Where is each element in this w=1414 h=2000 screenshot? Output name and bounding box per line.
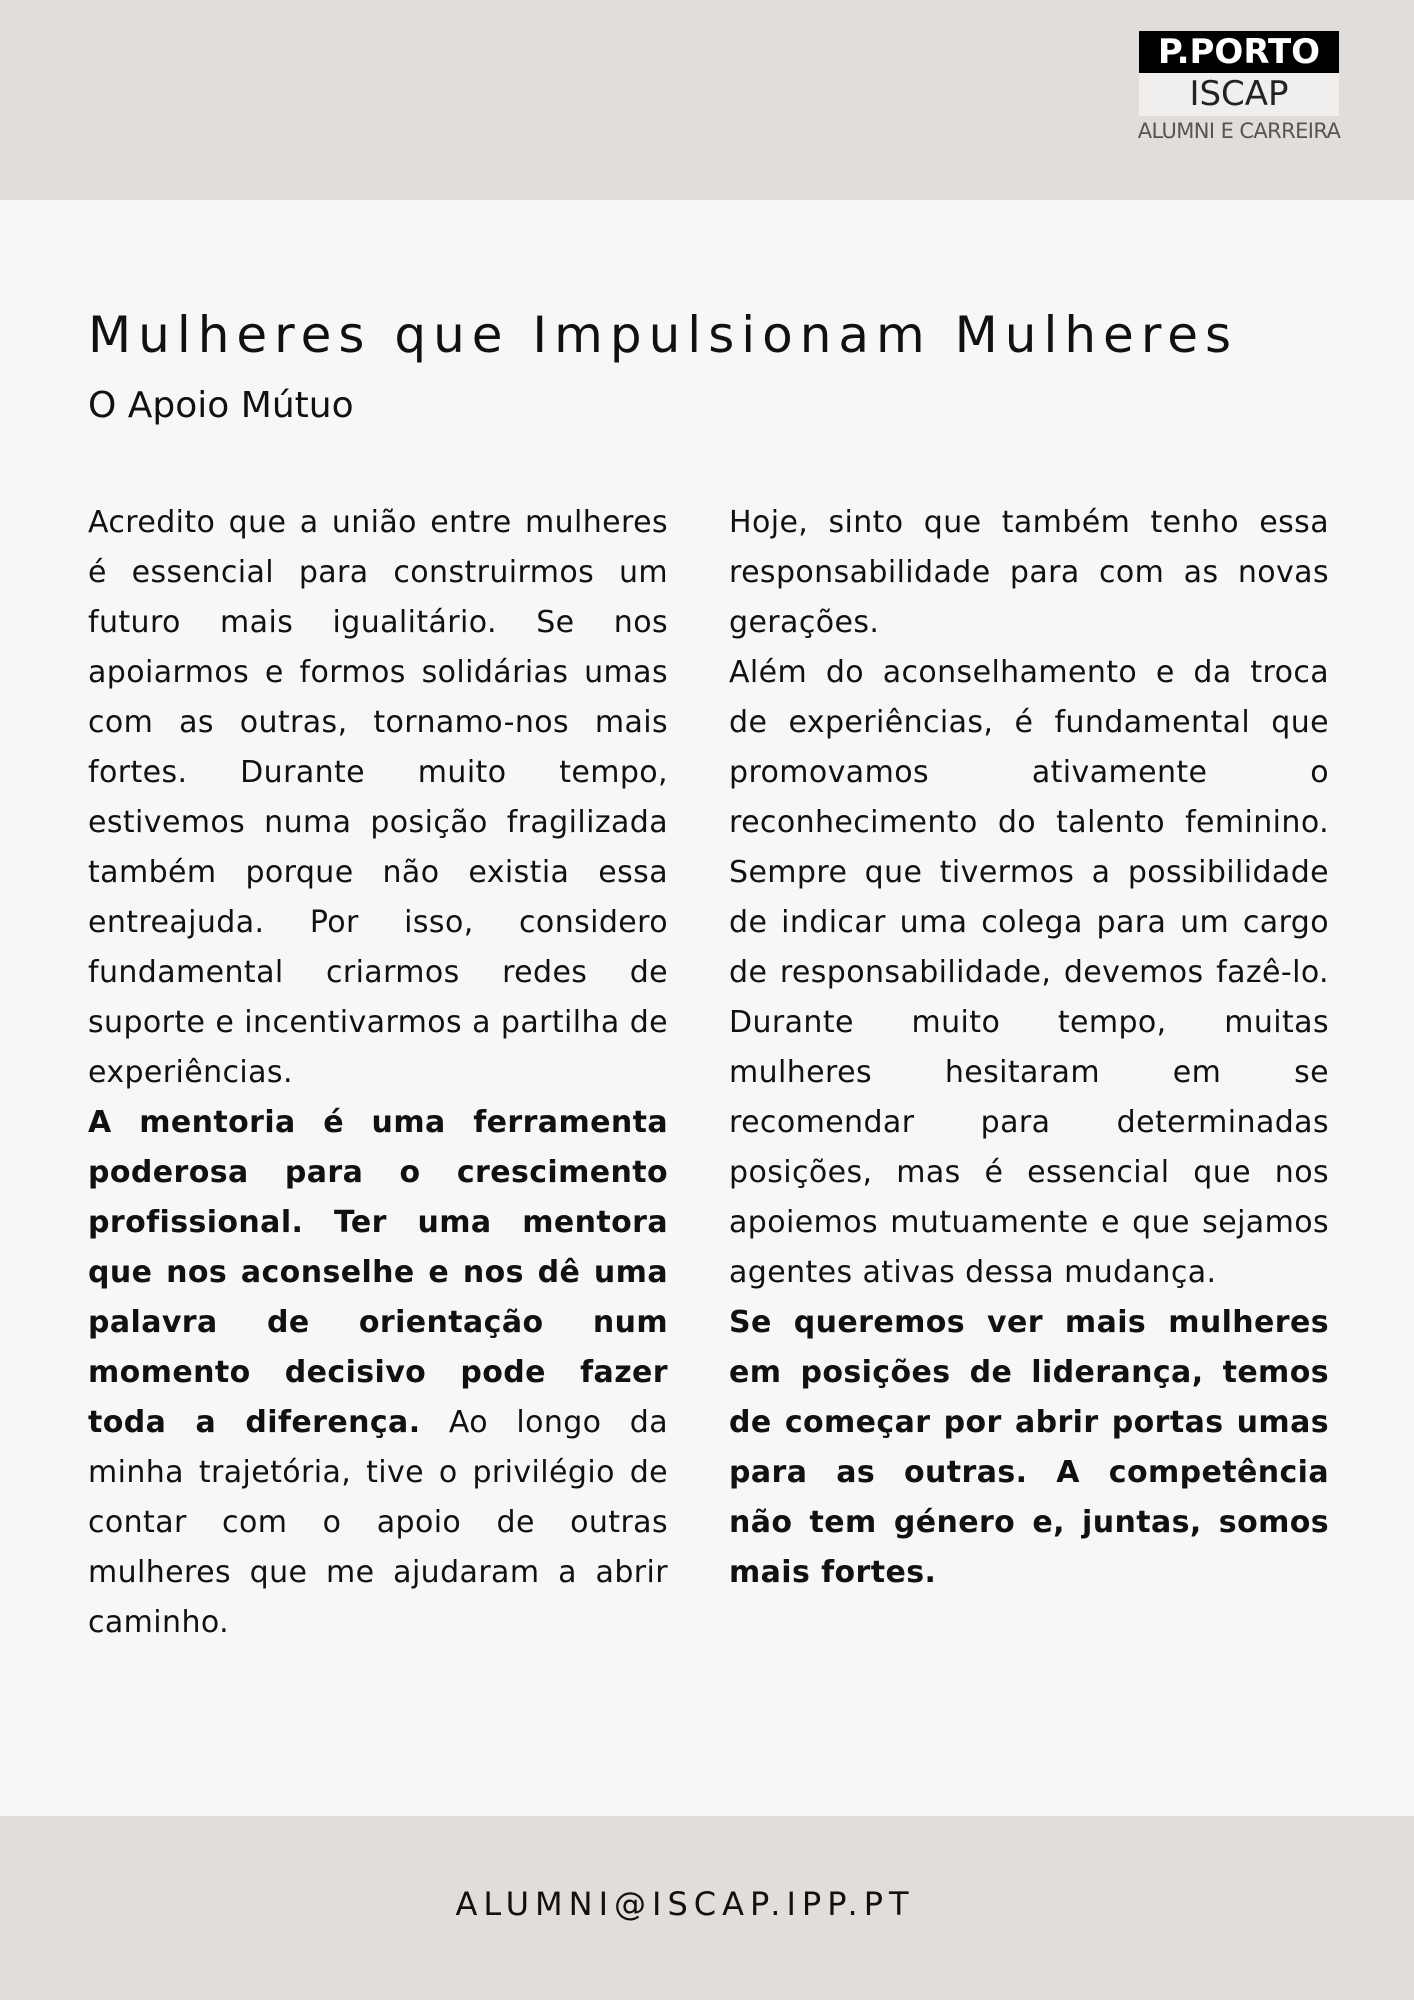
- right-paragraph-1: Hoje, sinto que também tenho essa responsabilidade para com as novas gerações.: [729, 505, 1329, 640]
- pporto-iscap-logo: [1122, 31, 1356, 144]
- left-paragraph-2-bold: A mentoria é uma ferramenta poderosa para o crescimento profissional. Ter uma mentora que nos aconselhe e nos dê uma palavra de orientação num momento decisivo pode fazer toda a diferença.: [88, 1105, 668, 1440]
- left-paragraph-2: [88, 1098, 668, 1648]
- logo-subtitle: ALUMNI E CARREIRA: [1137, 119, 1341, 143]
- right-paragraph-3: [729, 1298, 1329, 1598]
- logo-iscap-text: ISCAP: [1139, 73, 1339, 116]
- right-paragraph-3-bold: Se queremos ver mais mulheres em posições de liderança, temos de começar por abrir portas umas para as outras. A competência não tem género e, juntas, somos mais fortes.: [729, 1305, 1329, 1590]
- header-band: [0, 0, 1414, 200]
- article-subtitle: O Apoio Mútuo: [88, 385, 354, 426]
- left-paragraph-2-text: Ao longo da minha trajetória, tive o privilégio de contar com o apoio de outras mulheres que me ajudaram a abrir caminho.: [88, 1405, 668, 1640]
- right-paragraph-2: Além do aconselhamento e da troca de experiências, é fundamental que promovamos ativamente o reconhecimento do talento feminino. Sempre que tivermos a possibilidade de indicar uma colega para um cargo de responsabilidade, devemos fazê-lo. Durante muito tempo, muitas mulheres hesitaram em se recomendar para determinadas posições, mas é essencial que nos apoiemos mutuamente e que sejamos agentes ativas dessa mudança.: [729, 655, 1329, 1290]
- article-title: Mulheres que Impulsionam Mulheres: [88, 306, 1239, 364]
- left-paragraph-1: Acredito que a união entre mulheres é essencial para construirmos um futuro mais igualitário. Se nos apoiarmos e formos solidárias umas com as outras, tornamo-nos mais fortes. Durante muito tempo, estivemos numa posição fragilizada também porque não existia essa entreajuda. Por isso, considero fundamental criarmos redes de suporte e incentivarmos a partilha de experiências.: [88, 505, 668, 1090]
- right-column: [729, 498, 1329, 1598]
- footer-band: [0, 1816, 1414, 2000]
- footer-email: ALUMNI@ISCAP.IPP.PT: [455, 1885, 915, 1923]
- left-column: [88, 498, 668, 1648]
- logo-pporto-text: P.PORTO: [1139, 31, 1339, 73]
